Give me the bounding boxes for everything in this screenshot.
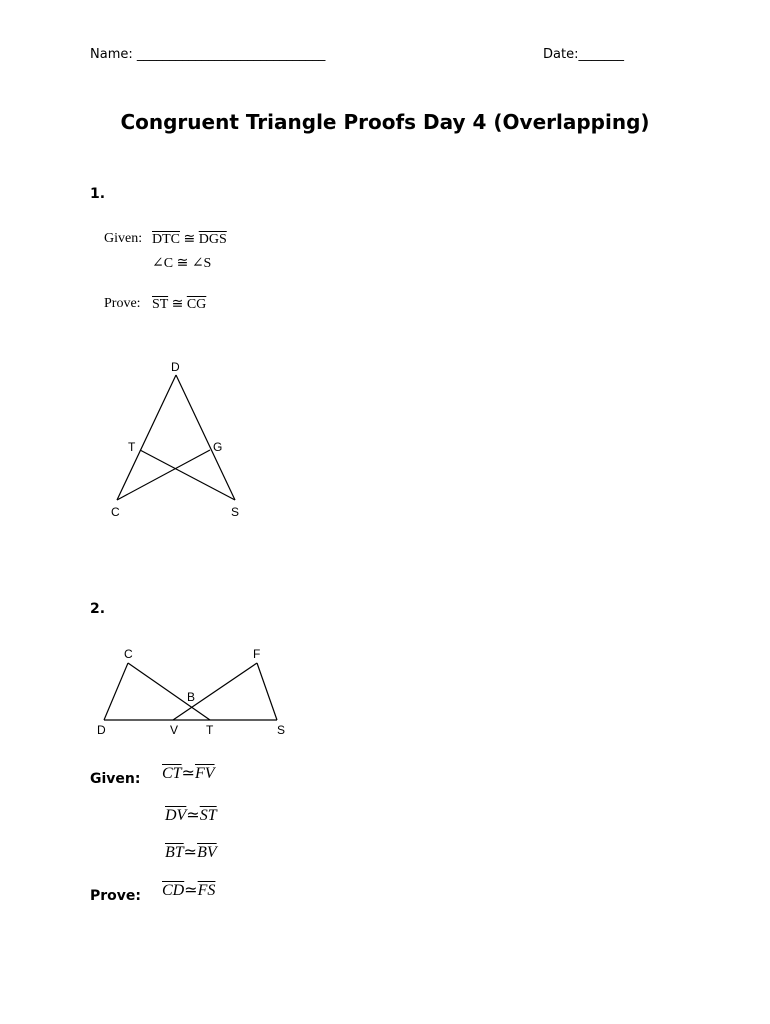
problem-1-given-1 xyxy=(152,231,227,248)
problem-1-given-2 xyxy=(152,255,211,272)
segment-gc xyxy=(117,450,210,500)
problem-1-diagram xyxy=(100,355,260,525)
problem-2-prove-label: Prove: xyxy=(90,888,142,904)
point-label-c: C xyxy=(111,505,120,519)
congruent-symbol: ≃ xyxy=(183,844,198,861)
point-label-s: S xyxy=(231,505,240,519)
segment: $\overline{ST}$ xyxy=(152,297,169,312)
point-label-d: D xyxy=(97,723,106,737)
name-blank: _____________________________ xyxy=(136,47,326,62)
angle: ∠C xyxy=(152,256,174,271)
angle: ∠S xyxy=(191,256,212,271)
segment: $\overline{DV}$ xyxy=(165,807,187,824)
segment: $\overline{CD}$ xyxy=(162,882,185,899)
segment-ds xyxy=(176,375,235,500)
point-label-g: G xyxy=(213,440,223,454)
point-label-f: F xyxy=(253,647,261,661)
segment: $\overline{BT}$ xyxy=(165,844,184,861)
congruent-symbol: ≃ xyxy=(186,807,200,824)
segment: $\overline{FV}$ xyxy=(194,765,215,782)
segment: $\overline{FS}$ xyxy=(197,882,216,899)
congruent-symbol: ≃ xyxy=(184,882,198,899)
problem-2-number: 2. xyxy=(90,601,106,617)
date-label: Date: xyxy=(543,47,579,62)
congruent-symbol: ≅ xyxy=(176,256,189,271)
segment-ts xyxy=(140,450,235,500)
congruent-symbol: ≅ xyxy=(171,297,184,312)
segment-vf xyxy=(173,663,257,720)
problem-1-prove xyxy=(152,296,206,313)
segment: $\overline{CT}$ xyxy=(162,765,182,782)
name-label: Name: xyxy=(90,47,133,62)
segment-dc xyxy=(117,375,176,500)
page-title: Congruent Triangle Proofs Day 4 (Overlapping) xyxy=(120,110,650,134)
name-field xyxy=(90,47,325,62)
point-label-v: V xyxy=(170,723,179,737)
segment-dc xyxy=(104,663,128,720)
problem-2-diagram xyxy=(90,640,300,740)
point-label-b: B xyxy=(187,690,196,704)
problem-1-given-label: Given: xyxy=(104,231,143,246)
segment: $\overline{BV}$ xyxy=(197,844,217,861)
problem-2-given-3 xyxy=(165,842,217,862)
point-label-d: D xyxy=(171,360,180,374)
congruent-symbol: ≃ xyxy=(181,765,195,782)
segment: $\overline{DTC}$ xyxy=(152,232,180,247)
point-label-t: T xyxy=(206,723,214,737)
problem-2-prove xyxy=(162,880,215,900)
point-label-t: T xyxy=(128,440,136,454)
segment-fs xyxy=(257,663,277,720)
segment-ct xyxy=(128,663,210,720)
date-field xyxy=(543,47,624,62)
segment: $\overline{CG}$ xyxy=(186,297,207,312)
problem-2-given-label: Given: xyxy=(90,771,141,787)
date-blank: _______ xyxy=(578,47,624,62)
problem-2-given-2 xyxy=(165,805,217,825)
congruent-symbol: ≅ xyxy=(183,232,196,247)
segment: $\overline{ST}$ xyxy=(199,807,217,824)
point-label-c: C xyxy=(124,647,133,661)
segment: $\overline{DGS}$ xyxy=(198,232,227,247)
point-label-s: S xyxy=(277,723,286,737)
problem-1-number: 1. xyxy=(90,186,106,202)
problem-2-given-1 xyxy=(162,763,215,783)
problem-1-prove-label: Prove: xyxy=(104,296,141,311)
